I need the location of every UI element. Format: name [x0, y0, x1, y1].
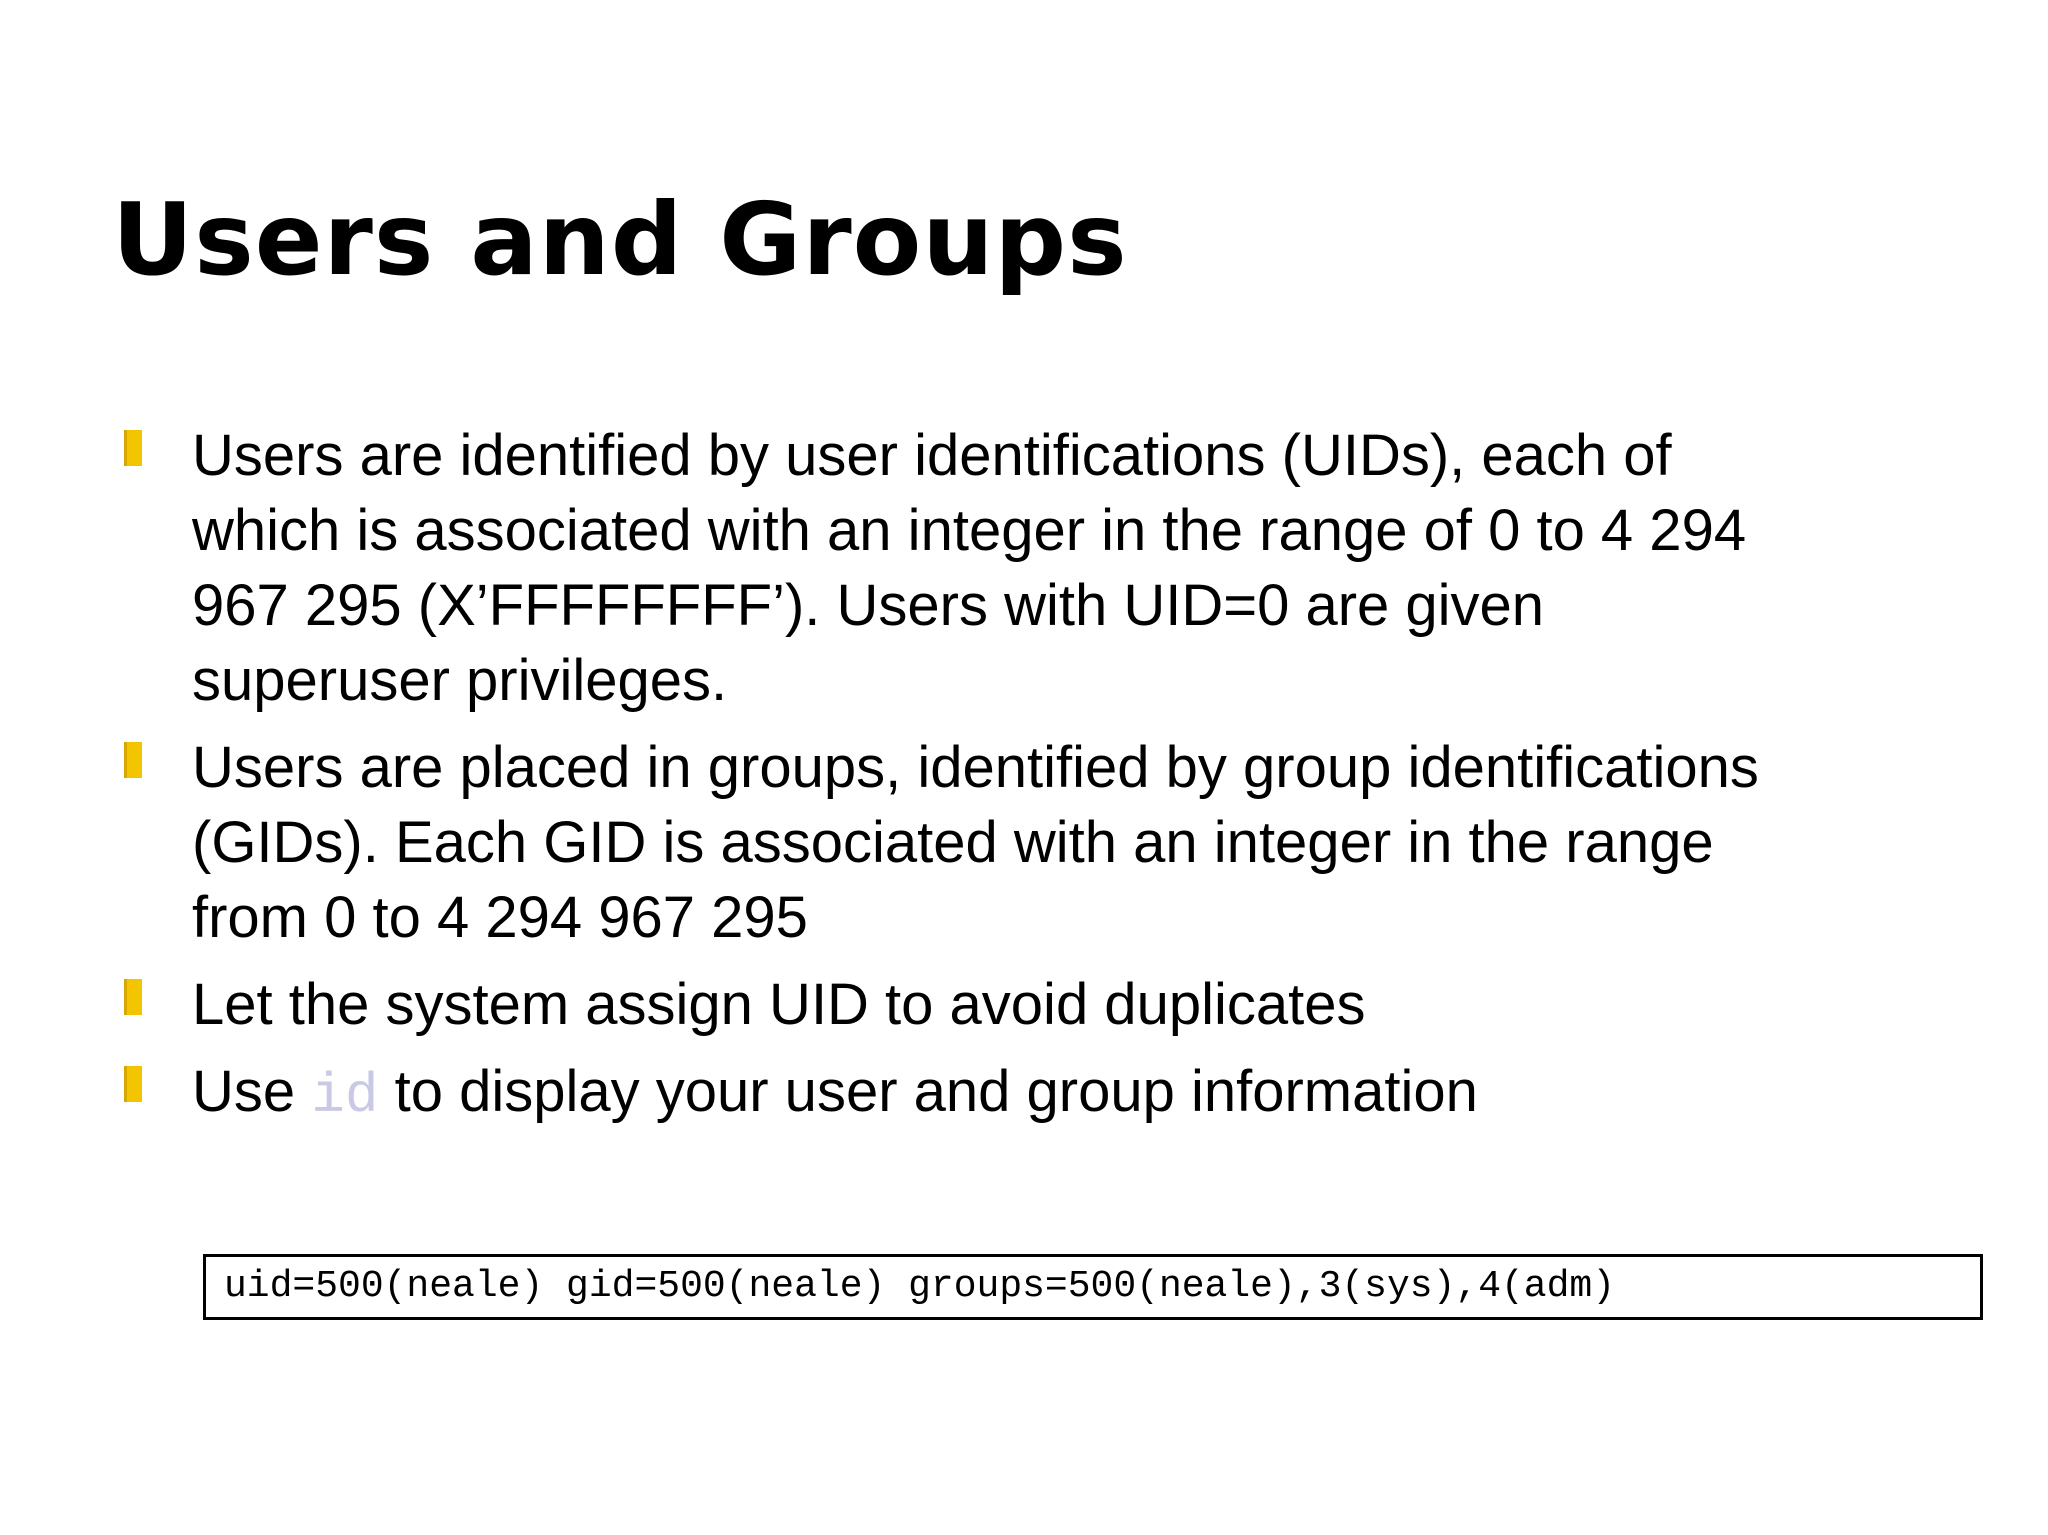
- bullet-line: superuser privileges.: [192, 648, 728, 713]
- bullet-line: (GIDs). Each GID is associated with an integer in the range: [192, 810, 1714, 875]
- bullet-marker-icon: [124, 430, 142, 466]
- bullet-suffix: to display your user and group information: [378, 1059, 1478, 1124]
- slide-title: Users and Groups: [112, 181, 1128, 298]
- command-output-box: uid=500(neale) gid=500(neale) groups=500(neale),3(sys),4(adm): [203, 1254, 1983, 1320]
- bullet-item-id-command: [120, 1054, 1920, 1134]
- bullet-line: from 0 to 4 294 967 295: [192, 885, 808, 950]
- bullet-line: which is associated with an integer in the range of 0 to 4 294: [192, 498, 1747, 563]
- bullet-item-assign-uid: [120, 967, 1920, 1042]
- bullet-item-uids: [120, 418, 1920, 718]
- bullet-item-gids: [120, 730, 1920, 955]
- bullet-line: 967 295 (X’FFFFFFFF’). Users with UID=0 are given: [192, 573, 1545, 638]
- bullet-marker-icon: [124, 979, 142, 1015]
- bullet-marker-icon: [124, 1066, 142, 1102]
- bullet-marker-icon: [124, 742, 142, 778]
- bullet-list: [120, 418, 1920, 1146]
- bullet-line: Users are placed in groups, identified by group identifications: [192, 735, 1759, 800]
- bullet-prefix: Use: [192, 1059, 312, 1124]
- bullet-line: Let the system assign UID to avoid duplicates: [192, 972, 1366, 1037]
- inline-code-id: id: [311, 1064, 379, 1128]
- bullet-line: Users are identified by user identifications (UIDs), each of: [192, 423, 1672, 488]
